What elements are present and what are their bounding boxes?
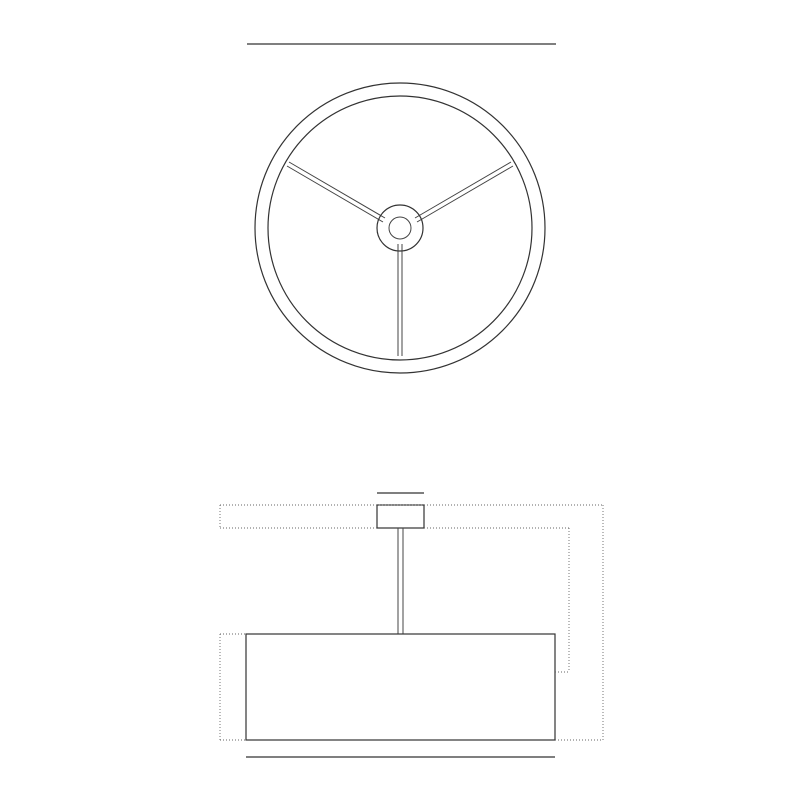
spokes <box>287 162 513 356</box>
side-view <box>220 493 603 757</box>
top-view <box>247 44 556 373</box>
center-hub-inner <box>389 217 411 239</box>
center-hub-outer <box>377 205 423 251</box>
canopy <box>377 505 424 528</box>
shade-outline <box>246 634 555 740</box>
outer-rim <box>255 83 545 373</box>
inner-rim <box>268 96 532 360</box>
